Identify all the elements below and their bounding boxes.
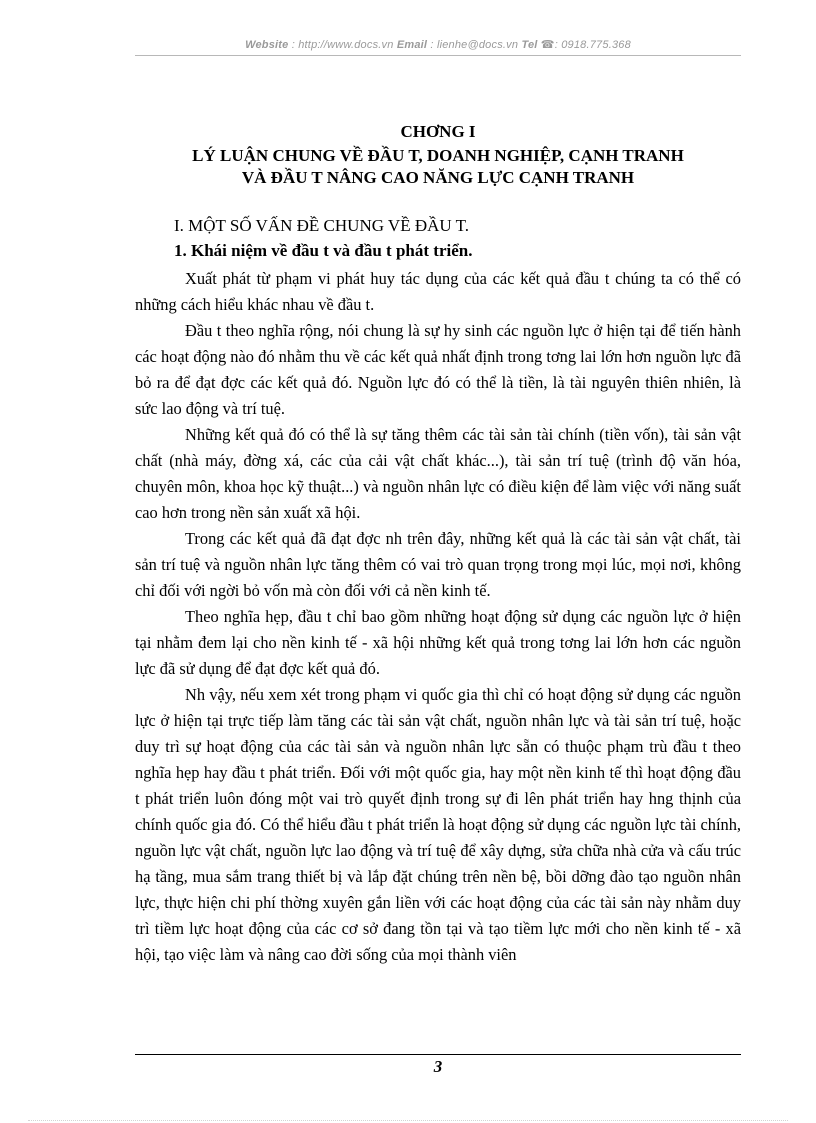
paragraph: Đầu t theo nghĩa rộng, nói chung là sự hy sinh các nguồn lực ở hiện tại để tiến hành các hoạt động nào đó nhằm thu về các kết quả nhất định trong tơng lai lớn hơn nguồn lực đã bỏ ra để đạt đợc các kết quả đó. Nguồn lực đó có thể là tiền, là tài nguyên thiên nhiên, là sức lao động và trí tuệ.: [135, 321, 741, 418]
page-bottom-border: [28, 1120, 788, 1121]
tel-number: : 0918.775.368: [554, 39, 631, 51]
website-url[interactable]: : http://www.docs.vn: [288, 39, 397, 51]
paragraph: Xuất phát từ phạm vi phát huy tác dụng của các kết quả đầu t chúng ta có thể có những cách hiểu khác nhau về đầu t.: [135, 269, 741, 314]
chapter-number: CHƠNG I: [400, 122, 476, 141]
body-text: [135, 266, 741, 968]
paragraph: Trong các kết quả đã đạt đợc nh trên đây, những kết quả là các tài sản vật chất, tài sản trí tuệ và nguồn nhân lực tăng thêm có vai trò quan trọng trong mọi lúc, mọi nơi, không chỉ đối với ngời bỏ vốn mà còn đối với cả nền kinh tế.: [135, 529, 741, 600]
paragraph: Theo nghĩa hẹp, đầu t chỉ bao gồm những hoạt động sử dụng các nguồn lực ở hiện tại nhằm đem lại cho nền kinh tế - xã hội những kết quả trong tơng lai lớn hơn các nguồn lực đã sử dụng để đạt đợc kết quả đó.: [135, 607, 741, 678]
phone-icon: ☎: [540, 39, 555, 51]
email-address[interactable]: : lienhe@docs.vn: [427, 39, 522, 51]
page-number: 3: [433, 1057, 443, 1076]
chapter-title-line-1: LÝ LUẬN CHUNG VỀ ĐẦU T, DOANH NGHIỆP, CẠNH TRANH: [192, 146, 684, 165]
header-divider: [135, 55, 741, 56]
email-label: Email: [396, 39, 428, 51]
footer-divider: [135, 1054, 741, 1055]
page-header: [135, 38, 741, 51]
paragraph: Những kết quả đó có thể là sự tăng thêm các tài sản tài chính (tiền vốn), tài sản vật chất (nhà máy, đờng xá, các của cải vật chất khác...), tài sản trí tuệ (trình độ văn hóa, chuyên môn, khoa học kỹ thuật...) và nguồn nhân lực có điều kiện để làm việc với năng suất cao hơn trong nền sản xuất xã hội.: [135, 425, 741, 522]
section-heading: I. MỘT SỐ VẤN ĐỀ CHUNG VỀ ĐẦU T.: [174, 216, 469, 235]
paragraph: Nh vậy, nếu xem xét trong phạm vi quốc gia thì chỉ có hoạt động sử dụng các nguồn lực ở hiện tại trực tiếp làm tăng các tài sản vật chất, nguồn nhân lực và tài sản trí tuệ, hoặc duy trì sự hoạt động của các tài sản và nguồn nhân lực sẵn có thuộc phạm trù đầu t theo nghĩa hẹp hay đầu t phát triển. Đối với một quốc gia, hay một nền kinh tế thì hoạt động đầu t phát triển luôn đóng một vai trò quyết định trong sự đi lên phát triển hay hng thịnh của chính quốc gia đó. Có thể hiểu đầu t phát triển là hoạt động sử dụng các nguồn lực tài chính, nguồn lực vật chất, nguồn lực lao động và trí tuệ để xây dựng, sửa chữa nhà cửa và cấu trúc hạ tầng, mua sắm trang thiết bị và lắp đặt chúng trên nền bệ, bồi dỡng đào tạo nguồn nhân lực, thực hiện chi phí thờng xuyên gắn liền với các hoạt động của các tài sản này nhằm duy trì tiềm lực hoạt động của các cơ sở đang tồn tại và tạo tiềm lực mới cho nền kinh tế - xã hội, tạo việc làm và nâng cao đời sống của mọi thành viên: [135, 685, 741, 964]
chapter-title-line-2: VÀ ĐẦU T NÂNG CAO NĂNG LỰC CẠNH TRANH: [241, 168, 635, 187]
tel-label: Tel: [521, 39, 538, 51]
website-label: Website: [245, 39, 289, 51]
subsection-heading: 1. Khái niệm về đầu t và đầu t phát triển.: [174, 241, 473, 260]
